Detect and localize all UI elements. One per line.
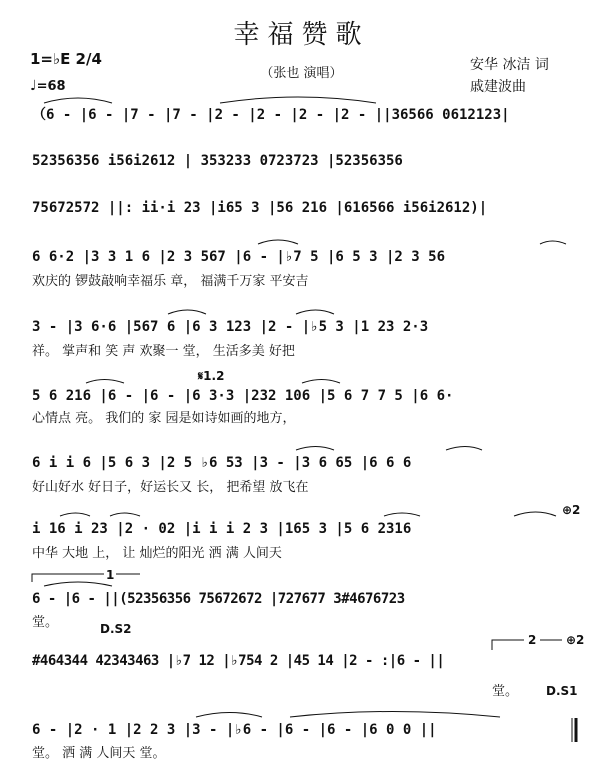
score-line-9: 6 - |6 - ||(52356356 75672672 |727677 3#4676723 bbox=[32, 591, 405, 607]
slur bbox=[296, 447, 334, 451]
tempo-value: =68 bbox=[36, 79, 66, 94]
slur bbox=[296, 310, 334, 314]
lyricist-credit: 安华 冰洁 词 bbox=[470, 57, 549, 73]
score-line-11: 6 - |2 · 1 |2 2 3 |3 - |♭6 - |6 - |6 - |6 0 0 || bbox=[32, 722, 437, 738]
coda-mark: ⊕2 bbox=[562, 503, 581, 517]
slur bbox=[168, 310, 206, 314]
ds2-mark: D.S2 bbox=[100, 622, 132, 636]
score-line-2: 52356356 i56i2612 | 353233 0723723 |52356356 bbox=[32, 153, 403, 169]
quarter-note-icon: ♩ bbox=[30, 78, 37, 94]
slur bbox=[302, 380, 340, 384]
slur bbox=[44, 98, 112, 103]
score-line-10: #464344 42343463 |♭7 12 |♭754 2 |45 14 |2 - :|6 - || bbox=[32, 653, 445, 669]
slur bbox=[86, 380, 124, 384]
score-line-1: （6 - |6 - |7 - |7 - |2 - |2 - |2 - |2 - ||36566 0612123| bbox=[32, 107, 510, 123]
lyric-line-2: 祥。 掌声和 笑 声 欢聚一 堂， 生活多美 好把 bbox=[32, 344, 295, 359]
slur bbox=[220, 97, 376, 103]
volta-bracket-2 bbox=[492, 640, 524, 650]
volta-bracket-1 bbox=[32, 574, 104, 582]
slur bbox=[384, 513, 420, 516]
volta-1-label: 1 bbox=[106, 568, 115, 582]
slur bbox=[196, 713, 262, 718]
lyric-line-7: 堂。 bbox=[492, 684, 519, 699]
key-signature: 1=♭E 2/4 bbox=[30, 50, 102, 68]
slur bbox=[446, 447, 482, 451]
score-line-4: 6 6·2 |3 3 1 6 |2 3 567 |6 - |♭7 5 |6 5 3 |2 3 56 bbox=[32, 249, 446, 265]
lyric-line-1: 欢庆的 锣鼓敲响幸福乐 章， 福满千万家 平安吉 bbox=[32, 274, 309, 289]
lyric-line-6: 堂。 bbox=[32, 615, 59, 630]
score-line-3: 75672572 ||: ii·i 23 |i65 3 |56 216 |616566 i56i2612)| bbox=[32, 200, 488, 216]
ds1-mark: D.S1 bbox=[546, 684, 578, 698]
slur bbox=[290, 712, 500, 718]
performer-credit: （张也 演唱） bbox=[260, 66, 343, 81]
slur bbox=[258, 240, 298, 244]
lyric-line-5: 中华 大地 上， 让 灿烂的阳光 洒 满 人间天 bbox=[32, 546, 282, 561]
score-line-8: i 16 i 23 |2 · 02 |i i i 2 3 |165 3 |5 6 2316 bbox=[32, 521, 412, 537]
volta-2-label: 2 bbox=[528, 633, 537, 647]
lyric-line-4: 好山好水 好日子，好运长又 长， 把希望 放飞在 bbox=[32, 480, 309, 495]
slur bbox=[60, 513, 90, 516]
song-title: 幸福赞歌 bbox=[233, 20, 370, 50]
slur bbox=[540, 241, 566, 244]
slur bbox=[44, 582, 112, 586]
segno-mark: 𝄋1.2 bbox=[198, 369, 225, 383]
lyric-line-8: 堂。 洒 满 人间天 堂。 bbox=[32, 746, 166, 761]
score-line-6: 5 6 216 |6 - |6 - |6 3·3 |232 106 |5 6 7 7 5 |6 6· bbox=[32, 388, 454, 404]
lyric-line-3: 心情点 亮。 我们的 家 园是如诗如画的地方， bbox=[32, 411, 296, 426]
slur bbox=[110, 513, 140, 516]
slur bbox=[514, 512, 556, 516]
coda-mark-end: ⊕2 bbox=[566, 633, 585, 647]
score-line-5: 3 - |3 6·6 |567 6 |6 3 123 |2 - |♭5 3 |1 23 2·3 bbox=[32, 319, 429, 335]
score-line-7: 6 i i 6 |5 6 3 |2 5 ♭6 53 |3 - |3 6 65 |6 6 6 bbox=[32, 455, 412, 471]
composer-credit: 戚建波曲 bbox=[470, 79, 526, 95]
